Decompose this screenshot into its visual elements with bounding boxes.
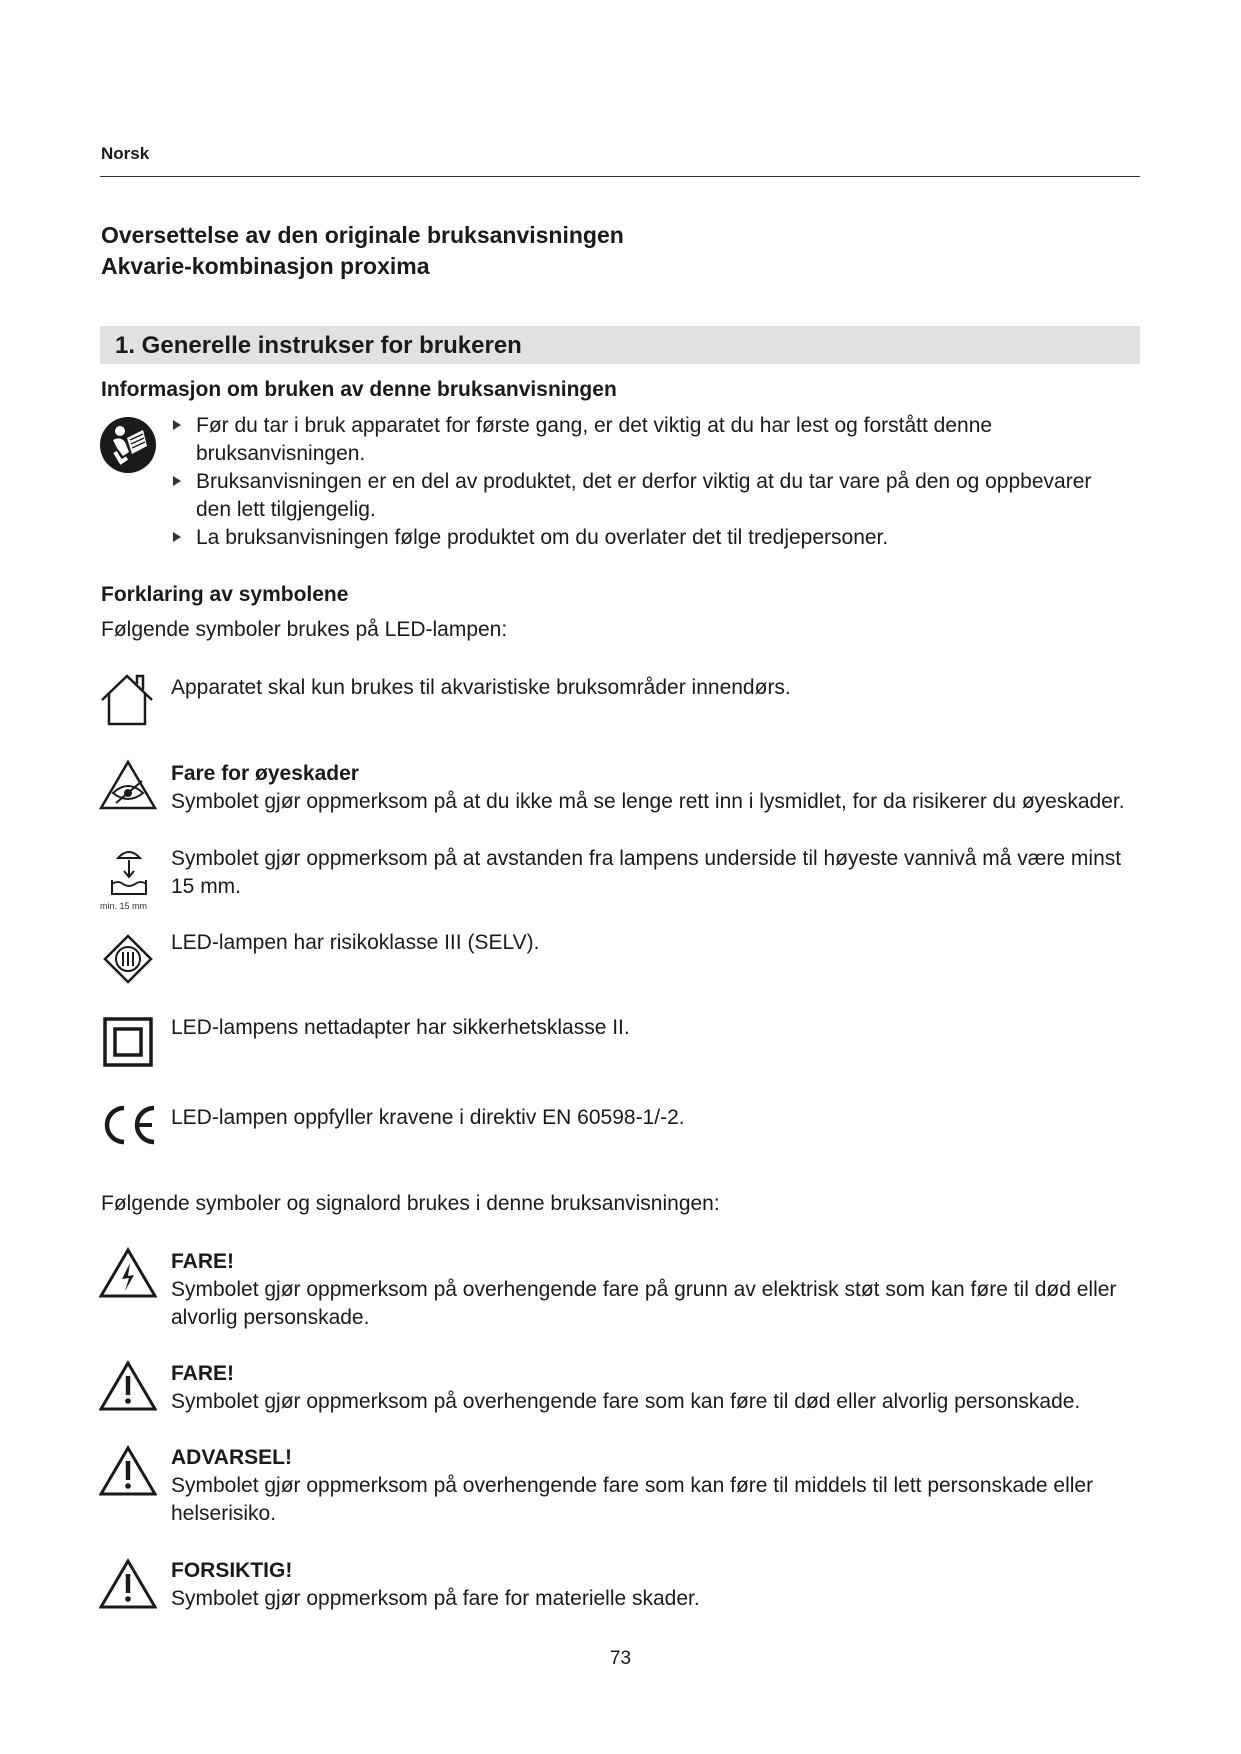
read-manual-icon [99,416,157,474]
list-item: Bruksanvisningen er en del av produktet, det er derfor viktig at du tar vare på den og oppbevarer den lett tilgjengelig. [171,468,1131,524]
symbols-intro: Følgende symboler brukes på LED-lampen: [101,618,508,641]
symbol-text: LED-lampen oppfyller kravene i direktiv EN 60598-1/-2. [171,1106,685,1129]
signal-title: FORSIKTIG! [171,1559,293,1582]
signal-title: FARE! [171,1250,234,1273]
symbol-item-class-iii [171,929,1141,957]
min-distance-icon [108,846,150,896]
section-heading: 1. Generelle instrukser for brukeren [115,332,522,359]
language-label: Norsk [101,144,150,163]
signals-intro: Følgende symboler og signalord brukes i denne bruksanvisningen: [101,1192,720,1215]
electric-warning-icon [99,1247,157,1299]
protection-class-ii-icon [103,1017,153,1067]
warning-triangle-icon [99,1558,157,1610]
symbol-title: Fare for øyeskader [171,762,359,785]
title-line-1: Oversettelse av den originale bruksanvisningen [101,222,624,248]
signal-text: Symbolet gjør oppmerksom på overhengende fare på grunn av elektrisk støt som kan føre til død eller alvorlig personskade. [171,1278,1117,1329]
protection-class-iii-icon [102,933,154,985]
bullet-arrow-icon [173,532,181,542]
symbol-item-min-distance [171,845,1141,901]
symbol-text: LED-lampens nettadapter har sikkerhetsklasse II. [171,1016,630,1039]
section-heading-band [100,326,1140,364]
symbol-item-ce [171,1104,1141,1132]
symbol-text: Apparatet skal kun brukes til akvaristiske bruksområder innendørs. [171,676,791,699]
symbol-item-eye-hazard [171,760,1141,816]
symbols-heading: Forklaring av symbolene [101,583,349,606]
signal-text: Symbolet gjør oppmerksom på overhengende fare som kan føre til middels til lett personskade eller helserisiko. [171,1474,1094,1525]
symbol-text: Symbolet gjør oppmerksom på at avstanden fra lampens underside til høyeste vannivå må være minst 15 mm. [171,847,1122,898]
symbol-text: LED-lampen har risikoklasse III (SELV). [171,931,540,954]
signal-title: ADVARSEL! [171,1446,292,1469]
min-distance-caption: min. 15 mm [100,901,148,911]
page-number: 73 [609,1648,632,1669]
signal-text: Symbolet gjør oppmerksom på fare for materielle skader. [171,1587,700,1610]
bullet-arrow-icon [173,476,181,486]
info-heading: Informasjon om bruken av denne bruksanvisningen [101,378,617,401]
signal-item-caution [171,1557,1141,1613]
indoor-house-icon [99,672,155,726]
info-bullet-list [171,412,1131,552]
signal-item-warning [171,1444,1141,1528]
signal-item-danger [171,1360,1141,1416]
header-divider [100,176,1140,177]
ce-mark-icon [102,1104,158,1146]
title-line-2: Akvarie-kombinasjon proxima [101,253,430,279]
bullet-arrow-icon [173,420,181,430]
symbol-item-indoor [171,674,1141,702]
warning-triangle-icon [99,1360,157,1412]
symbol-text: Symbolet gjør oppmerksom på at du ikke må se lenge rett inn i lysmidlet, for da risikerer du øyeskader. [171,790,1125,813]
signal-item-electric-danger [171,1248,1141,1332]
list-item: Før du tar i bruk apparatet for første gang, er det viktig at du har lest og forstått denne bruksanvisningen. [171,412,1131,468]
symbol-item-class-ii [171,1014,1141,1042]
signal-title: FARE! [171,1362,234,1385]
warning-triangle-icon [99,1445,157,1497]
list-item: La bruksanvisningen følge produktet om du overlater det til tredjepersoner. [171,524,1131,552]
document-title [101,220,624,282]
eye-hazard-icon [99,759,157,811]
signal-text: Symbolet gjør oppmerksom på overhengende fare som kan føre til død eller alvorlig personskade. [171,1390,1081,1413]
